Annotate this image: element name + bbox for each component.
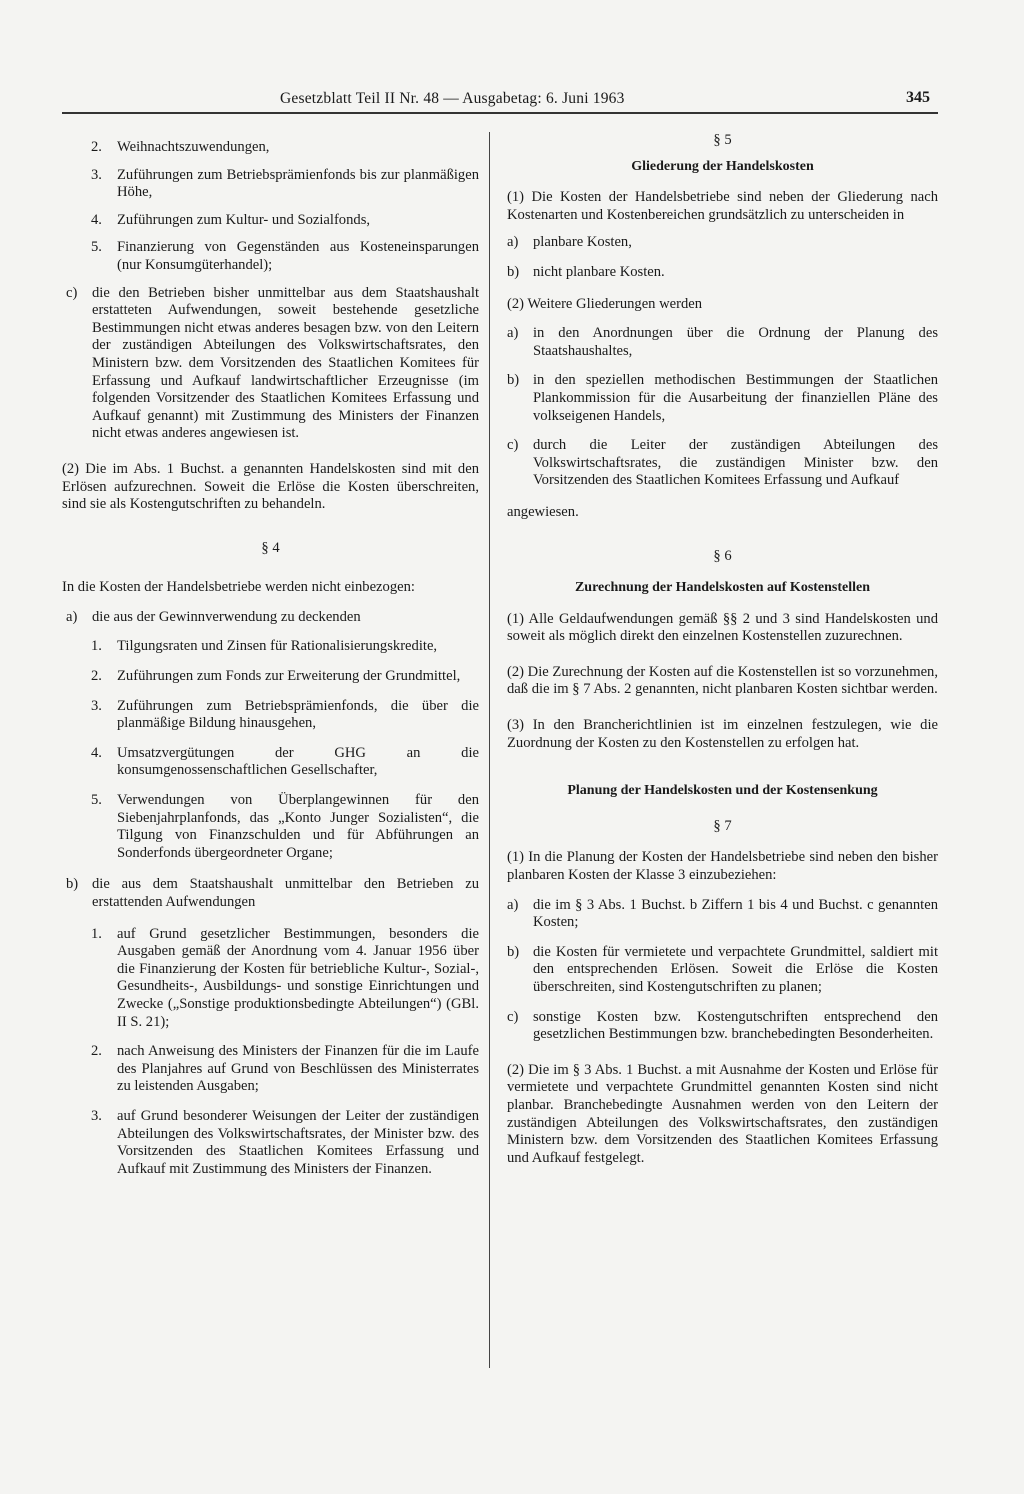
list-item: 2. nach Anweisung des Ministers der Finanzen für die im Laufe des Planjahres auf Grund von Beschlüssen des Ministerrates zu leistenden Ausgaben; bbox=[91, 1043, 479, 1095]
list-item: 3. Zuführungen zum Betriebsprämienfonds, die über die planmäßige Bildung hinausgehen, bbox=[91, 697, 479, 732]
list-item: 5. Finanzierung von Gegenständen aus Kosteneinsparungen (nur Konsumgüterhandel); bbox=[91, 239, 479, 273]
paragraph-2: (2) Die im Abs. 1 Buchst. a genannten Handelskosten sind mit den Erlösen aufzurechnen. Soweit die Erlöse die Kosten überschreiten, sind sie als Kostengutschriften zu behandeln. bbox=[62, 460, 479, 513]
section-5-closing: angewiesen. bbox=[507, 503, 579, 520]
header-rule bbox=[62, 112, 938, 114]
left-column bbox=[62, 139, 479, 1178]
list-item: 2. Weihnachtszuwendungen, bbox=[91, 139, 270, 155]
page-header-title: Gesetzblatt Teil II Nr. 48 — Ausgabetag: 6. Juni 1963 bbox=[280, 90, 625, 107]
list-item: 1. Tilgungsraten und Zinsen für Rationalisierungskredite, bbox=[91, 638, 438, 655]
list-item: 2. Zuführungen zum Fonds zur Erweiterung der Grundmittel, bbox=[91, 668, 461, 685]
list-item: 3. auf Grund besonderer Weisungen der Leiter der zuständigen Abteilungen des Volkswirtschaftsrates, der Minister bzw. des Vorsitzenden des Staatlichen Komitees Erfassung und Aufkauf mit Zustimmung des Ministers der Finanzen. bbox=[91, 1107, 479, 1177]
list-item: b) die Kosten für vermietete und verpachtete Grundmittel, saldiert mit den entsprechenden Erlösen. Soweit die Erlöse die Kosten überschreiten, sind Kostengutschriften zu planen; bbox=[507, 943, 938, 995]
lettered-item-c: c) die den Betrieben bisher unmittelbar aus dem Staatshaushalt erstatteten Aufwendungen, soweit bestehende gesetzliche Bestimmungen nicht etwas anderes besagen bzw. von den Leitern der zuständigen Abteilungen des Volkswirtschaftsrates, den Ministern bzw. dem Vorsitzenden des Staatlichen Komitees für Erfassung und Aufkauf landwirtschaftlicher Erzeugnisse (im folgenden Vorsitzender des Staatlichen Komitees Erfassung und Aufkauf genannt) mit Zustimmung des Ministers der Finanzen nicht etwas anderes angewiesen ist. bbox=[66, 284, 479, 442]
list-item: b) nicht planbare Kosten. bbox=[507, 263, 665, 280]
planning-heading: Planung der Handelskosten und der Kostensenkung bbox=[567, 783, 878, 799]
right-column bbox=[507, 132, 938, 1167]
section-6-paragraph-3: (3) In den Brancherichtlinien ist im einzelnen festzulegen, wie die Zuordnung der Kosten zu den Kostenstellen zu erfolgen hat. bbox=[507, 717, 938, 751]
section-6-heading: § 6 bbox=[713, 547, 732, 564]
section-7-paragraph-1: (1) In die Planung der Kosten der Handelsbetriebe sind neben den bisher planbaren Kosten der Klasse 3 einzubeziehen: bbox=[507, 849, 938, 884]
list-item: 3. Zuführungen zum Betriebsprämienfonds bis zur planmäßigen Höhe, bbox=[91, 166, 479, 201]
section-7-heading: § 7 bbox=[713, 817, 732, 834]
list-item: 4. Umsatzvergütungen der GHG an die konsumgenossenschaftlichen Gesellschafter, bbox=[91, 744, 479, 779]
list-item: 5. Verwendungen von Überplangewinnen für den Siebenjahrplanfonds, das „Konto Junger Sozialisten“, die Tilgung von Finanzschulden und für Abführungen an Sonderfonds übergeordneter Organe; bbox=[91, 792, 479, 861]
section-6-title: Zurechnung der Handelskosten auf Kostenstellen bbox=[574, 580, 871, 596]
column-divider bbox=[489, 132, 490, 1368]
list-item: 4. Zuführungen zum Kultur- und Sozialfonds, bbox=[91, 211, 371, 228]
section-7-paragraph-2: (2) Die im § 3 Abs. 1 Buchst. a mit Ausnahme der Kosten und Erlöse für vermietete und verpachtete Grundmittel genannten Kosten sind nicht planbar. Branchebedingte Ausnahmen werden von den Leitern der zuständigen Abteilungen des Volkswirtschaftsrates, den zuständigen Ministern bzw. dem Vorsitzenden des Staatlichen Komitees Erfassung und Aufkauf festgelegt. bbox=[507, 1061, 938, 1166]
section-4-heading: § 4 bbox=[261, 539, 280, 556]
list-item: c) durch die Leiter der zuständigen Abteilungen des Volkswirtschaftsrates, die zuständigen Minister bzw. den Vorsitzenden des Staatlichen Komitees Erfassung und Aufkauf bbox=[507, 437, 938, 489]
section-5-heading: § 5 bbox=[713, 132, 732, 148]
section-6-paragraph-1: (1) Alle Geldaufwendungen gemäß §§ 2 und 3 sind Handelskosten und soweit als möglich direkt den einzelnen Kostenstellen zuzurechnen. bbox=[507, 610, 938, 645]
section-6-paragraph-2: (2) Die Zurechnung der Kosten auf die Kostenstellen ist so vorzunehmen, daß die im § 7 Abs. 2 genannten, nicht planbaren Kosten sichtbar werden. bbox=[507, 663, 938, 698]
list-item: a) in den Anordnungen über die Ordnung der Planung des Staatshaushaltes, bbox=[507, 325, 938, 359]
section-4-intro: In die Kosten der Handelsbetriebe werden nicht einbezogen: bbox=[62, 579, 415, 596]
list-item: a) die im § 3 Abs. 1 Buchst. b Ziffern 1 bis 4 und Buchst. c genannten Kosten; bbox=[507, 896, 938, 931]
page-number: 345 bbox=[906, 89, 930, 106]
list-item: b) in den speziellen methodischen Bestimmungen der Staatlichen Plankommission für die Ausarbeitung der finanziellen Pläne des volkseigenen Handels, bbox=[507, 372, 938, 424]
list-item: c) sonstige Kosten bzw. Kostengutschriften entsprechend den gesetzlichen Bestimmungen bzw. branchebedingten Besonderheiten. bbox=[507, 1008, 938, 1043]
list-item: 1. auf Grund gesetzlicher Bestimmungen, besonders die Ausgaben gemäß der Anordnung vom 4. Januar 1956 über die Finanzierung der Kosten für betriebliche Kultur-, Sozial-, Gesundheits-, Ausbildungs- und sonstige Einrichtungen und Zwecke („Sonstige produktionsbedingte Abteilungen“) (GBl. II S. 21); bbox=[91, 925, 479, 1030]
lettered-item-b: b) die aus dem Staatshaushalt unmittelbar den Betrieben zu erstattenden Aufwendungen bbox=[66, 876, 479, 910]
lettered-item-a: a) die aus der Gewinnverwendung zu deckenden bbox=[66, 608, 361, 625]
section-5-paragraph-2: (2) Weitere Gliederungen werden bbox=[507, 295, 703, 312]
list-item: a) planbare Kosten, bbox=[507, 234, 632, 251]
section-5-title: Gliederung der Handelskosten bbox=[631, 158, 814, 174]
section-5-paragraph-1: (1) Die Kosten der Handelsbetriebe sind neben der Gliederung nach Kostenarten und Kostenbereichen grundsätzlich zu unterscheiden in bbox=[507, 189, 938, 223]
